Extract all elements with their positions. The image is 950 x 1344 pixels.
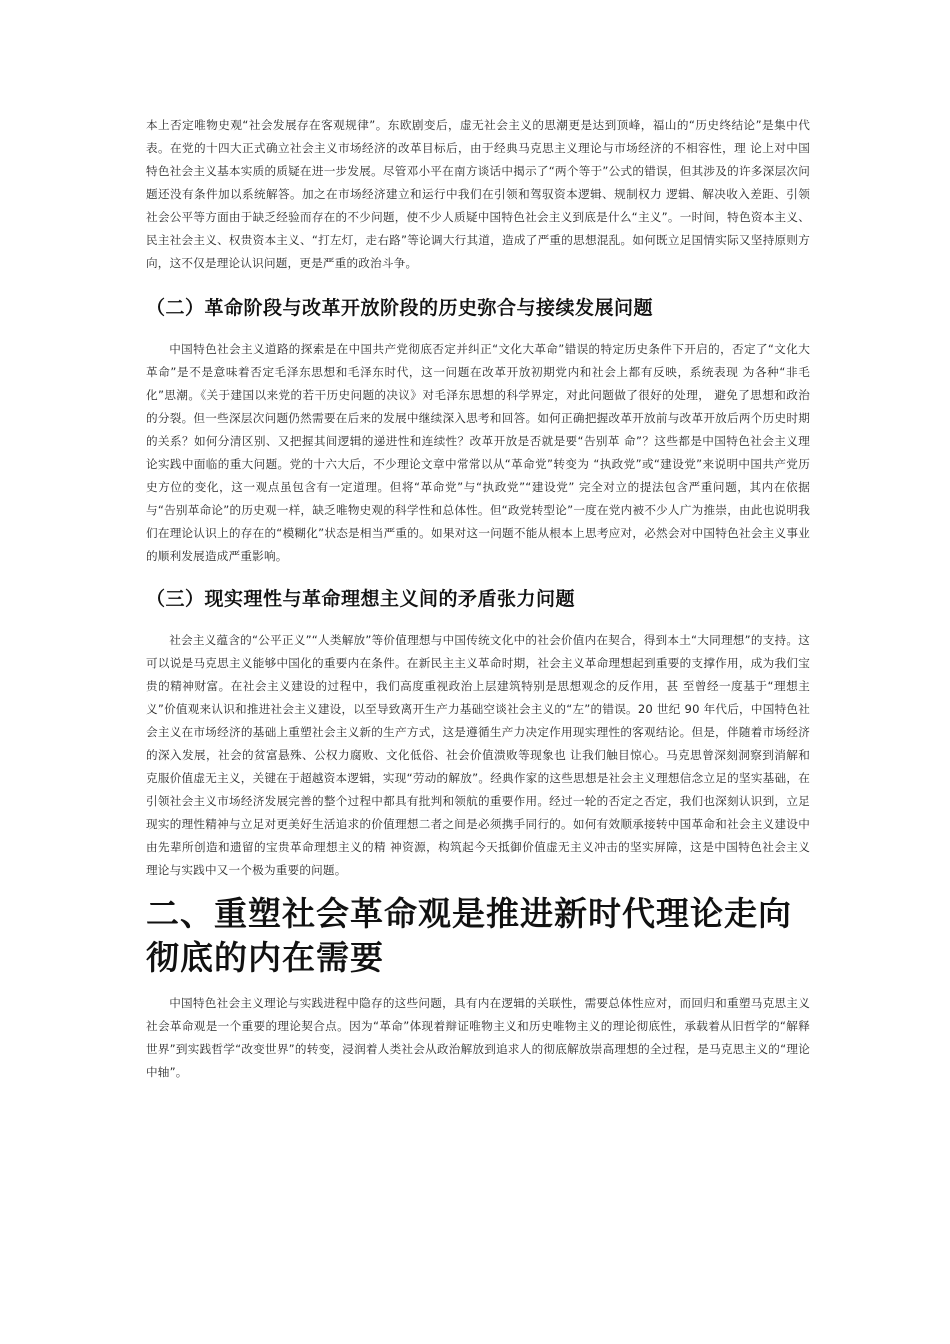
body-paragraph: 社会主义蕴含的“公平正义”“人类解放”等价值理想与中国传统文化中的社会价值内在契合，得到本土“大同理想”的支持。这可以说是马克思主义能够中国化的重要内在条件。在新民主主义革命时期，社会主义革命理想起到重要的支撑作用，成为我们宝贵的精神财富。在社会主义建设的过程中，我们高度重视政治上层建筑特别是思想观念的反作用，甚 至曾经一度基于“理想主义”价值观来认识和推进社会主义建设，以至导致离开生产力基础空谈社会主义的“左”的错误。20 世纪 90 年代后，中国特色社会主义在市场经济的基础上重塑社会主义新的生产方式，这是遵循生产力决定作用现实理性的客观结论。但是，伴随着市场经济的深入发展，社会的贫富悬殊、公权力腐败、文化低俗、社会价值溃败等现象也 让我们触目惊心。马克思曾深刻洞察到消解和克服价值虚无主义，关键在于超越资本逻辑，实现“劳动的解放”。经典作家的这些思想是社会主义理想信念立足的坚实基础，在引领社会主义市场经济发展完善的整个过程中都具有批判和领航的重要作用。经过一轮的否定之否定，我们也深刻认识到，立足现实的理性精神与立足对更美好生活追求的价值理想二者之间是必须携手同行的。如何有效顺承接转中国革命和社会主义建设中由先辈所创造和遗留的宝贵革命理想主义的精 神资源，构筑起今天抵御价值虚无主义冲击的坚实屏障，这是中国特色社会主义理论与实践中又一个极为重要的问题。	[146, 633, 810, 877]
section-heading: （三）现实理性与革命理想主义间的矛盾张力问题	[146, 588, 576, 610]
chapter-heading: 二、重塑社会革命观是推进新时代理论走向彻底的内在需要	[146, 894, 792, 977]
body-paragraph: 中国特色社会主义理论与实践进程中隐存的这些问题，具有内在逻辑的关联性，需要总体性应对，而回归和重塑马克思主义社会革命观是一个重要的理论契合点。因为“革命”体现着辩证唯物主义和历史唯物主义的理论彻底性，承载着从旧哲学的“解释世界”到实践哲学“改变世界”的转变，浸润着人类社会从政治解放到追求人的彻底解放崇高理想的全过程，是马克思主义的“理论中轴”。	[146, 996, 810, 1079]
body-paragraph: 中国特色社会主义道路的探索是在中国共产党彻底否定并纠正“文化大革命”错误的特定历史条件下开启的，否定了“文化大革命”是不是意味着否定毛泽东思想和毛泽东时代，这一问题在改革开放初期党内和社会上都有反映，系统表现 为各种“非毛化”思潮。《关于建国以来党的若干历史问题的决议》对毛泽东思想的科学界定，对此问题做了很好的处理， 避免了思想和政治的分裂。但一些深层次问题仍然需要在后来的发展中继续深入思考和回答。如何正确把握改革开放前与改革开放后两个历史时期的关系？如何分清区别、又把握其间逻辑的递进性和连续性？改革开放是否就是要“告别革 命”？这些都是中国特色社会主义理论实践中面临的重大问题。党的十六大后，不少理论文章中常常以从“革命党”转变为 “执政党”或“建设党”来说明中国共产党历史方位的变化，这一观点虽包含有一定道理。但将“革命党”与“执政党”“建设党” 完全对立的提法包含严重问题，其内在依据与“告别革命论”的历史观一样，缺乏唯物史观的科学性和总体性。但“政党转型论”一度在党内被不少人广为推崇，由此也说明我们在理论认识上的存在的“模糊化”状态是相当严重的。如果对这一问题不能从根本上思考应对，必然会对中国特色社会主义事业的顺利发展造成严重影响。	[146, 342, 810, 563]
document-page	[146, 114, 810, 1084]
body-paragraph: 本上否定唯物史观“社会发展存在客观规律”。东欧剧变后，虚无社会主义的思潮更是达到顶峰，福山的“历史终结论”是集中代表。在党的十四大正式确立社会主义市场经济的改革目标后，由于经典马克思主义理论与市场经济的不相容性，理 论上对中国特色社会主义基本实质的质疑在进一步发展。尽管邓小平在南方谈话中揭示了“两个等于”公式的错误，但其涉及的许多深层次问题还没有条件加以系统解答。加之在市场经济建立和运行中我们在引领和驾驭资本逻辑、规制权力 逻辑、解决收入差距、引领社会公平等方面由于缺乏经验而存在的不少问题，使不少人质疑中国特色社会主义到底是什么“主义”。一时间，特色资本主义、民主社会主义、权贵资本主义、“打左灯，走右路”等论调大行其道，造成了严重的思想混乱。如何既立足国情实际又坚持原则方向，这不仅是理论认识问题，更是严重的政治斗争。	[146, 118, 810, 270]
section-heading: （二）革命阶段与改革开放阶段的历史弥合与接续发展问题	[146, 297, 654, 319]
